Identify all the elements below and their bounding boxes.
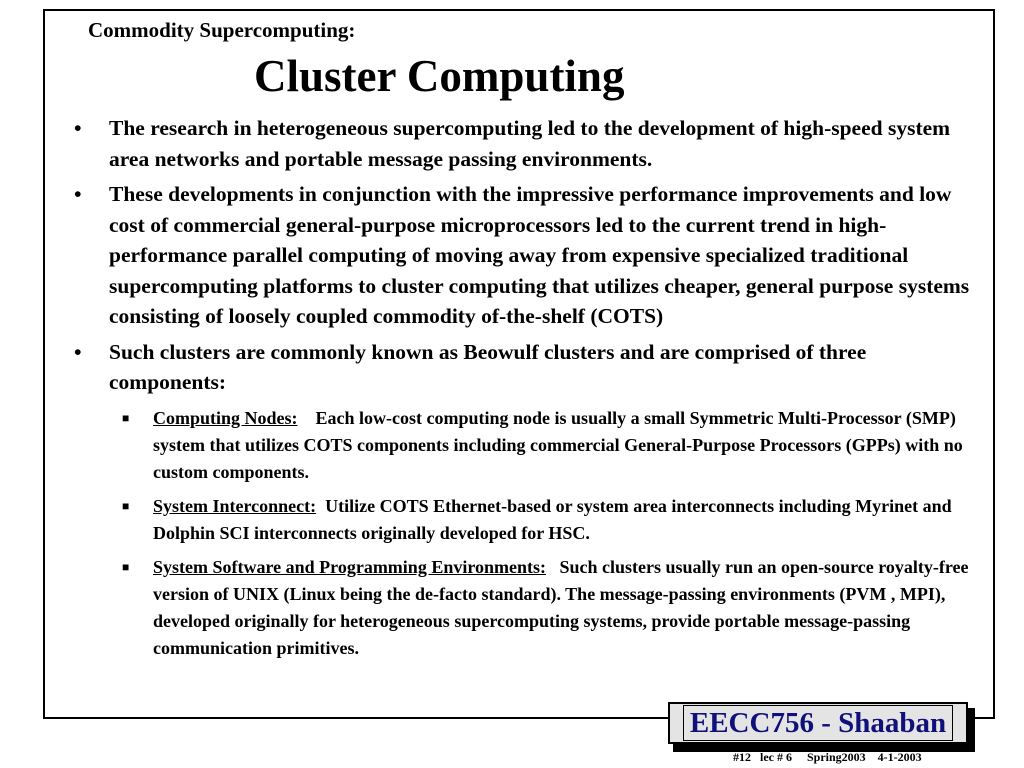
sub-item-system-software (122, 554, 984, 662)
course-badge-label: EECC756 - Shaaban (683, 705, 953, 741)
sub-item-body: Such clusters usually run an open-source royalty-free version of UNIX (Linux being the de-facto standard). The message-passing environments (PVM , MPI), developed originally for heterogeneous supercomputing systems, provide portable message-passing communication primitives. (153, 556, 969, 658)
bullet-mark: • (74, 116, 82, 140)
sub-bullet-mark: ■ (122, 559, 130, 574)
sub-item-lead: System Software and Programming Environments: (153, 556, 546, 577)
bullet-text: Such clusters are commonly known as Beowulf clusters and are comprised of three components: (109, 339, 867, 394)
sub-item-lead: System Interconnect: (153, 495, 317, 516)
bullet-item (74, 179, 984, 332)
sub-item-body: Each low-cost computing node is usually a small Symmetric Multi-Processor (SMP) system that utilizes COTS components including commercial General-Purpose Processors (GPPs) with no custom components. (153, 407, 963, 482)
course-badge (668, 702, 968, 744)
slide-subtitle: Commodity Supercomputing: (88, 18, 356, 42)
sub-item-system-interconnect (122, 493, 984, 547)
sub-bullet-mark: ■ (122, 410, 130, 425)
slide-title: Cluster Computing (254, 51, 625, 101)
bullet-mark: • (74, 182, 82, 206)
sub-item-lead: Computing Nodes: (153, 407, 298, 428)
sub-text (153, 493, 984, 547)
bullet-item (74, 337, 984, 398)
sub-item-body: Utilize COTS Ethernet-based or system area interconnects including Myrinet and Dolphin SCI interconnects originally developed for HSC. (153, 495, 952, 543)
sub-text (153, 405, 984, 486)
slide-footer: #12 lec # 6 Spring2003 4-1-2003 (733, 750, 922, 764)
bullet-mark: • (74, 339, 82, 364)
sub-text (153, 554, 984, 662)
bullet-text: The research in heterogeneous supercomputing led to the development of high-speed system area networks and portable message passing environments. (109, 116, 951, 171)
bullet-item (74, 113, 984, 174)
sub-item-computing-nodes (122, 405, 984, 486)
sub-bullet-mark: ■ (122, 498, 130, 513)
bullet-text: These developments in conjunction with the impressive performance improvements and low cost of commercial general-purpose microprocessors led to the current trend in high-performance parallel computing of moving away from expensive specialized traditional supercomputing platforms to cluster computing that utilizes cheaper, general purpose systems consisting of loosely coupled commodity of-the-shelf (COTS) (109, 182, 970, 328)
slide-content (74, 113, 984, 662)
